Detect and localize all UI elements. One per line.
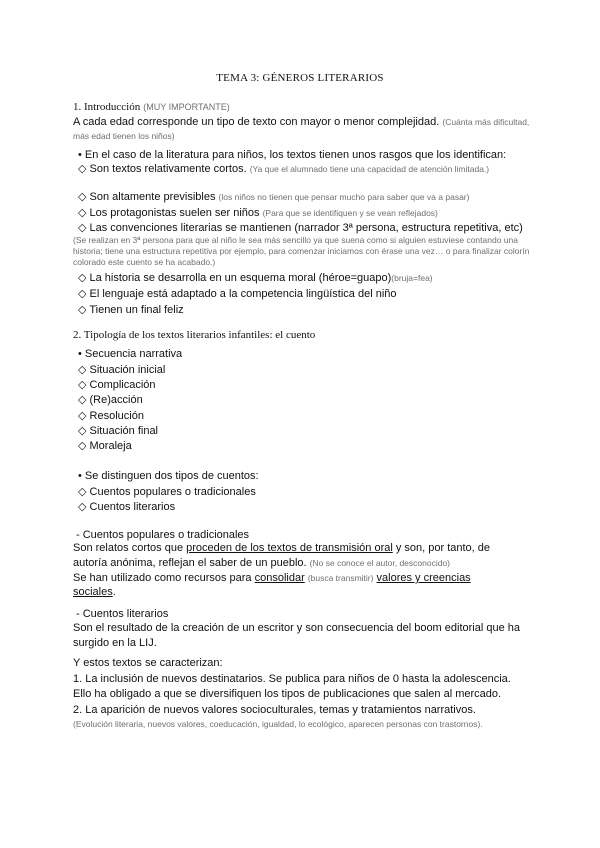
literary-heading: - Cuentos literarios xyxy=(76,608,169,620)
section1-heading: 1. Introducción xyxy=(73,101,141,113)
section1-intro-note: (Cuánta más dificultad, más edad tienen los niños) xyxy=(73,117,530,141)
list-item xyxy=(78,190,469,204)
list-item-text: ◇ Las convenciones literarias se mantienen (narrador 3ª persona, estructura repetitiva, etc) xyxy=(78,222,523,234)
list-item-note: (los niños no tienen que pensar mucho para saber que va a pasar) xyxy=(218,192,470,202)
section1-intro xyxy=(73,115,543,143)
section2-heading: 2. Tipología de los textos literarios infantiles: el cuento xyxy=(73,329,316,341)
list-item-text: ◇ Son textos relativamente cortos. xyxy=(78,163,247,175)
text-run: . xyxy=(112,586,116,598)
popular-p1-line1 xyxy=(73,541,490,555)
list-item xyxy=(78,163,508,176)
text-run: autoría anónima, reflejan el saber de un pueblo. xyxy=(73,557,307,569)
underlined-text: consolidar xyxy=(254,572,305,584)
literary-p1-line1: Son el resultado de la creación de un escritor y son consecuencia del boom editorial que ha xyxy=(73,622,520,634)
list-item: ◇ Moraleja xyxy=(78,440,132,452)
list-item: ◇ Resolución xyxy=(78,410,144,422)
list-item-note: (bruja=fea) xyxy=(391,273,433,283)
literary-c1-line2: Ello ha obligado a que se diversifiquen los tipos de publicaciones que salen al mercado. xyxy=(73,688,502,700)
list-item-note: (Para que se identifiquen y se vean reflejados) xyxy=(262,208,438,218)
list-item: ◇ Situación inicial xyxy=(78,364,166,376)
text-run: Son relatos cortos que xyxy=(73,542,187,554)
list-item xyxy=(78,206,438,220)
list-item-text: ◇ La historia se desarrolla en un esquema moral (héroe=guapo) xyxy=(78,272,392,284)
list-item: ◇ (Re)acción xyxy=(78,394,143,406)
list-item: ◇ Cuentos populares o tradicionales xyxy=(78,486,256,498)
sequence-title: • Secuencia narrativa xyxy=(78,348,183,360)
literary-p1-line2: surgido en la LIJ. xyxy=(73,637,157,649)
section1-heading-note: (MUY IMPORTANTE) xyxy=(143,102,230,112)
list-item-text: ◇ Son altamente previsibles xyxy=(78,191,216,203)
list-item-text: ◇ Los protagonistas suelen ser niños xyxy=(78,207,260,219)
text-run: y son, por tanto, de xyxy=(392,542,491,554)
page-title: TEMA 3: GÉNEROS LITERARIOS xyxy=(216,72,384,84)
list-item: ◇ Complicación xyxy=(78,379,156,391)
list-item: ◇ Situación final xyxy=(78,425,159,437)
popular-heading: - Cuentos populares o tradicionales xyxy=(76,529,250,541)
literary-p2: Y estos textos se caracterizan: xyxy=(73,657,223,669)
types-title: • Se distinguen dos tipos de cuentos: xyxy=(78,470,259,482)
popular-p2-line2 xyxy=(73,585,116,599)
literary-c2: 2. La aparición de nuevos valores socioculturales, temas y tratamientos narrativos. xyxy=(73,704,476,716)
section1-intro-text: A cada edad corresponde un tipo de texto con mayor o menor complejidad. xyxy=(73,116,440,128)
list-item: ◇ Cuentos literarios xyxy=(78,501,176,513)
literary-c1-line1: 1. La inclusión de nuevos destinatarios. Se publica para niños de 0 hasta la adolescencia. xyxy=(73,673,511,685)
underlined-text: proceden de los textos de transmisión oral xyxy=(186,542,393,554)
popular-p2-line1 xyxy=(73,571,471,585)
popular-p2-note: (busca transmitir) xyxy=(307,573,374,583)
underlined-text: sociales xyxy=(73,586,113,598)
underlined-text: valores y creencias xyxy=(376,572,471,584)
text-run: Se han utilizado como recursos para xyxy=(73,572,255,584)
list-item-note: (Ya que el alumnado tiene una capacidad de atención limitada.) xyxy=(249,164,490,174)
popular-p1-line2 xyxy=(73,556,450,570)
list-item: ◇ Tienen un final feliz xyxy=(78,304,184,316)
literary-c2-note: (Evolución literaria, nuevos valores, coeducación, igualdad, lo ecológico, aparecen personas con trastornos). xyxy=(73,719,483,729)
list-item-note: (Se realizan en 3ª persona para que al niño le sea más sencillo ya que suena como si alguien estuviese contando una historia; tiene una estructura repetitiva por ejemplo, para comenzar iniciamos con érase una vez… o para finalizar colorín colorado este cuento se ha acabado.) xyxy=(73,235,530,267)
list-item xyxy=(78,271,433,285)
popular-p1-note: (No se conoce el autor, desconocido) xyxy=(309,558,451,568)
section1-lead: • En el caso de la literatura para niños, los textos tienen unos rasgos que los identifican: xyxy=(78,149,507,161)
section1-heading-line xyxy=(73,100,230,114)
list-item: ◇ El lenguaje está adaptado a la competencia lingüística del niño xyxy=(78,288,397,300)
